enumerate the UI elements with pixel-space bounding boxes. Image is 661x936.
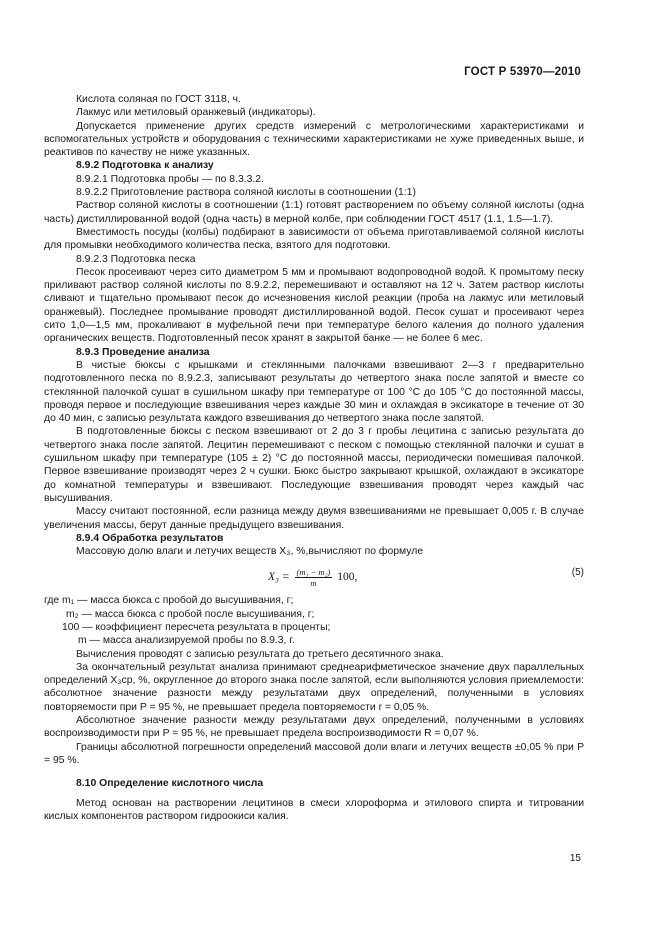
paragraph: Абсолютное значение разности между результатами двух определений, полученными в условиях воспроизводимости при P = 95 %, не превышает предела воспроизводимости R = 0,07 %.: [44, 715, 584, 740]
legend-item: m₂ — масса бюкса с пробой после высушивания, г;: [66, 608, 315, 620]
section-heading-8-9-2: 8.9.2 Подготовка к анализу: [76, 160, 214, 172]
formula-denominator: m: [310, 578, 317, 589]
section-heading-8-9-4: 8.9.4 Обработка результатов: [76, 532, 224, 544]
paragraph: Массу считают постоянной, если разница между двумя взвешиваниями не превышает 0,005 г. В случае увеличения массы, берут данные предыдущего взвешивания.: [44, 506, 584, 531]
paragraph: Песок просеивают через сито диаметром 5 мм и промывают водопроводной водой. К промытому песку приливают раствор соляной кислоты по 8.9.2.2, перемешивают и оставляют на 12 ч. Затем раствор кислоты сливают и тщательно промывают песок до исчезновения кислой реакции (проба на лакмус или метиловый оранжевый). Последнее промывание проводят дистиллированной водой. Песок сушат и просеивают через сито 1,0—1,5 мм, прокаливают в муфельной печи при температуре белого каления до полного удаления органических веществ. Подготовленный песок хранят в закрытой банке — не более 6 мес.: [44, 266, 584, 345]
formula-fraction: [295, 567, 333, 588]
paragraph: Кислота соляная по ГОСТ 3118, ч.: [76, 94, 241, 105]
formula-numerator: (m₁ − m₂): [296, 567, 331, 578]
section-heading-8-10: 8.10 Определение кислотного числа: [76, 778, 264, 790]
paragraph: В чистые бюксы с крышками и стеклянными палочками взвешивают 2—3 г предварительно подготовленного песка по 8.9.2.3, записывают результаты до четвертого знака после запятой и вместе со стеклянной палочкой сушат в сушильном шкафу при температуре от 100 °С до 105 °С до постоянной массы, проводя первое и последующие взвешивания через каждые 30 мин и охлаждая в эксикаторе в течение от 30 до 40 мин, с записью результата каждого взвешивания до четвертого знака после запятой.: [44, 359, 584, 425]
paragraph: Массовую долю влаги и летучих веществ X₃, %,вычисляют по формуле: [76, 546, 424, 558]
paragraph: За окончательный результат анализа принимают среднеарифметическое значение двух параллельных определений X₃ср, %, округленное до второго знака после запятой, если выполняются условия приемлемости: абсолютное значение разности между результатами двух определений, полученными в условиях повторяемости при P = 95 %, не превышает предела повторяемости r = 0,05 %.: [44, 661, 584, 713]
formula-lhs: X₃ =: [268, 571, 290, 584]
paragraph: В подготовленные бюксы с песком взвешивают от 2 до 3 г пробы лецитина с записью результата до четвертого знака после запятой. Лецитин перемешивают с песком с помощью стеклянной палочки и сушат в сушильном шкафу при температуре (105 ± 2) °С до постоянной массы, периодически помешивая палочкой. Первое взвешивание производят через 2 ч сушки. Бюкс быстро закрывают крышкой, охлаждают в эксикаторе до комнатной температуры и взвешивают. Последующие взвешивания проводят через каждый час высушивания.: [44, 426, 584, 504]
formula-legend: [44, 594, 584, 647]
paragraph: 8.9.2.2 Приготовление раствора соляной кислоты в соотношении (1:1): [76, 187, 416, 199]
paragraph: Допускается применение других средств измерений с метрологическими характеристиками и вспомогательных устройств и оборудования с техническими характеристиками не хуже приведенных выше, и реактивов по качеству не ниже указанных.: [44, 120, 584, 159]
paragraph: Вместимость посуды (колбы) подбирают в зависимости от объема приготавливаемой соляной кислоты для промывки необходимого количества песка, взятого для подготовки.: [44, 226, 584, 252]
paragraph: Вычисления проводят с записью результата до третьего десятичного знака.: [76, 648, 444, 660]
paragraph: Лакмус или метиловый оранжевый (индикаторы).: [76, 107, 316, 119]
section-heading-8-9-3: 8.9.3 Проведение анализа: [76, 346, 210, 358]
paragraph: Метод основан на растворении лецитинов в смеси хлороформа и этилового спирта и титровании кислых компонентов раствором гидроокиси калия.: [44, 797, 584, 822]
legend-item: 100 — коэффициент пересчета результата в проценты;: [62, 621, 331, 633]
document-header: ГОСТ Р 53970—2010: [464, 66, 581, 78]
formula-expression: [268, 567, 357, 588]
legend-item: где m₁ — масса бюкса с пробой до высушивания, г;: [44, 595, 294, 607]
formula-factor: 100,: [337, 571, 358, 584]
formula-number: (5): [571, 567, 584, 579]
paragraph: 8.9.2.3 Подготовка песка: [76, 253, 196, 265]
paragraph: 8.9.2.1 Подготовка пробы — по 8.3.3.2.: [76, 173, 264, 185]
page-content: [44, 93, 584, 823]
formula-5: [44, 562, 584, 588]
paragraph: Раствор соляной кислоты в соотношении (1:1) готовят растворением по объему соляной кислоты (одна часть) дистиллированной водой (одна часть) в мерной колбе, при соблюдении ГОСТ 4517 (1.1, 1.5—1.7).: [44, 200, 584, 225]
page-number: 15: [569, 853, 581, 864]
paragraph: Границы абсолютной погрешности определений массовой доли влаги и летучих веществ ±0,05 % при P = 95 %.: [44, 741, 584, 766]
legend-item: m — масса анализируемой пробы по 8.9.3, г.: [78, 635, 295, 647]
